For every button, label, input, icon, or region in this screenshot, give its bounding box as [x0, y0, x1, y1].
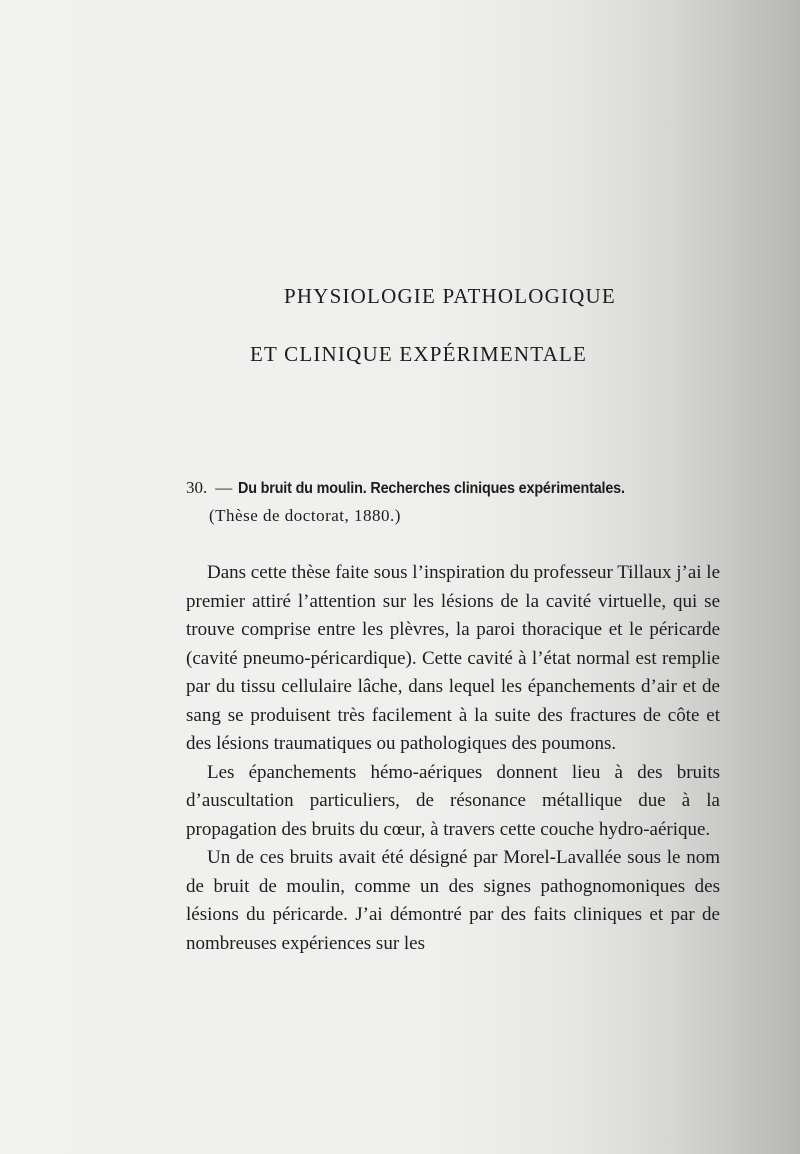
entry-dash: —	[215, 478, 233, 497]
entry-number: 30.	[186, 478, 208, 497]
paragraph-3: Un de ces bruits avait été désigné par Morel-Lavallée sous le nom de bruit de moulin, comme un des signes pathognomoniques des lésions du péricarde. J’ai démontré par des faits cliniques et par de nombreuses expériences sur les	[186, 847, 720, 954]
paragraph-1: Dans cette thèse faite sous l’inspiration du professeur Tillaux j’ai le premier attiré l’attention sur les lésions de la cavité virtuelle, qui se trouve comprise entre les plèvres, la paroi thoracique et le péricarde (cavité pneumo-péricardique). Cette cavité à l’état normal est remplie par du tissu cellulaire lâche, dans lequel les épanchements d’air et de sang se produisent très facilement à la suite des fractures de côte et des lésions traumatiques ou pathologiques des poumons.	[186, 562, 720, 754]
section-heading-line-1: PHYSIOLOGIE PATHOLOGIQUE	[284, 284, 616, 308]
paragraph-2: Les épanchements hémo-aériques donnent lieu à des bruits d’auscultation particuliers, de résonance métallique due à la propagation des bruits du cœur, à travers cette couche hydro-aérique.	[186, 761, 720, 840]
entry-heading	[186, 478, 668, 498]
entry-title: Du bruit du moulin. Recherches cliniques expérimentales.	[238, 480, 626, 497]
body-text	[186, 559, 720, 958]
entry-subtitle: (Thèse de doctorat, 1880.)	[209, 506, 401, 525]
section-heading-line-2: ET CLINIQUE EXPÉRIMENTALE	[250, 342, 588, 366]
